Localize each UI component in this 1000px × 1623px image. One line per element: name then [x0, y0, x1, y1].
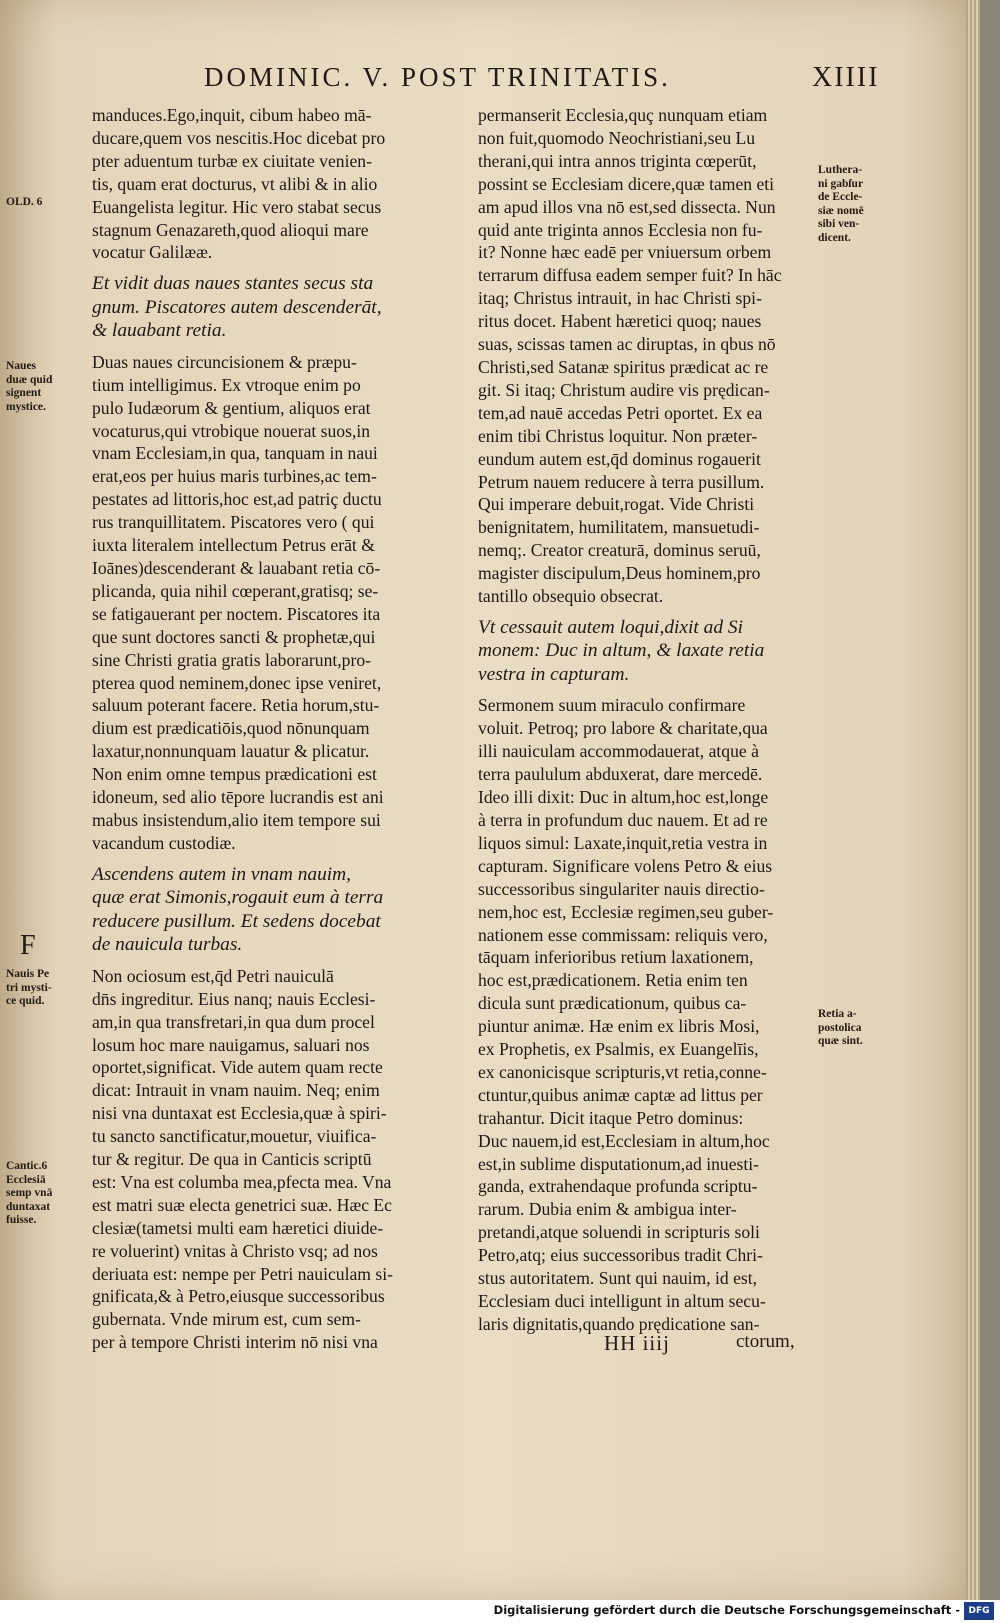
signature-mark: HH iiij — [604, 1331, 670, 1355]
dfg-logo: DFG — [964, 1602, 994, 1620]
margin-note: Naues duæ quid signent mystice. — [6, 360, 53, 413]
lemma: Et vidit duas naues stantes secus sta gnum. Piscatores autem descenderāt, & lauabant retia. — [92, 273, 382, 342]
right-column — [478, 104, 808, 1336]
margin-note: Retia a- postolica quæ sint. — [818, 1008, 863, 1047]
margin-note: Cantic.6 Ecclesiā semp vnā duntaxat fuisse. — [6, 1160, 53, 1226]
left-column — [92, 104, 442, 1354]
margin-note: Luthera- ni gabſur de Eccle- siæ nomē sibi ven- dicent. — [818, 164, 864, 244]
paragraph: Non ociosum est,q̄d Petri nauiculā dn̄s ingreditur. Eius nanq; nauis Ecclesi- am,in qua transfretari,in qua dum procel losum hoc mare nauigamus, saluari nos oportet,significat. Vide autem quam recte dicat: Intrauit in vnam nauim. Neq; enim nisi vna duntaxat est Ecclesia,quæ à spiri- tu sancto sanctificatur,mouetur, viuifica- tur & regitur. De qua in Canticis scriptū est: Vna est columba mea,pfecta mea. Vna est matri suæ electa genetrici suæ. Hæc Ec clesiæ(tametsi multi eam hæretici diuide- re voluerint) vnitas à Christo vsq; ad nos deriuata est: nempe per Petri nauiculam si- gnificata,& à Petro,eiusque successoribus gubernata. Vnde mirum est, cum sem- per à tempore Christi interim nō nisi vna — [92, 965, 393, 1353]
paragraph: Sermonem suum miraculo confirmare voluit. Petroq; pro labore & charitate,qua illi nauiculam accommodauerat, atque à terra paululum abduxerat, dare mercedē. Ideo illi dixit: Duc in altum,hoc est,longe à terra in profundum duc nauem. Et ad re liquos simul: Laxate,inquit,retia vestra in capturam. Significare volens Petro & eius successoribus singulariter nauis directio- nem,hoc est, Ecclesiæ regimen,seu guber- nationem esse commissam: reliquis vero, tāquam inferioribus retium laxationem, hoc est,prædicationem. Retia enim ten dicula sunt prædicationum, quibus ca- piuntur animæ. Hæ enim ex libris Mosi, ex Prophetis, ex Psalmis, ex Euangelīis, ex canonicisque scripturis,vt retia,conne- ctuntur,quibus animæ captæ ad littus per trahantur. Dicit itaque Petro dominus: Duc nauem,id est,Ecclesiam in altum,hoc est,in sublime disputationum,ad inuesti- ganda, extrahendaque profunda scriptu- rarum. Dubia enim & ambigua inter- pretandi,atque soluendi in scripturis soli Petro,atq; eius successoribus tradit Chri- stus autoritatem. Sunt qui nauim, id est, Ecclesiam duci intelligunt in altum secu- laris dignitatis,quando prędicatione san- — [478, 695, 774, 1334]
folio-number: XIIII — [812, 62, 880, 93]
margin-note: Nauis Pe tri mysti- ce quid. — [6, 968, 52, 1007]
footer-credit: Digitalisierung gefördert durch die Deutsche Forschungsgemeinschaft - — [493, 1603, 960, 1617]
paragraph: Duas naues circuncisionem & præpu- tium intelligimus. Ex vtroque enim po pulo Iudæorum & gentium, aliquos erat vocaturus,qui vtrobique nouerat suos,in vnam Ecclesiam,in qua, tanquam in naui erat,eos per huius maris turbines,ac tem- pestates ad littoris,hoc est,ad patriç ductu rus tranquillitatem. Piscatores vero ( qui iuxta literalem intellectum Petrus erāt & Ioānes)descenderant & lauabant retia cō- plicanda, quia nihil cœperant,gratisq; se- se fatigauerant per noctem. Piscatores ita que sunt doctores sancti & prophetæ,qui sine Christi gratia gratis laborarunt,pro- pterea quod neminem,donec ipse veniret, saluum poterant facere. Retia horum,stu- dium est prædicatiōis,quod nōnunquam laxatur,nonnunquam lauatur & plicatur. Non enim omne tempus prædicationi est idoneum, sed alio tēpore lucrandis est ani mabus insistendum,alio item tempore sui vacandum custodiæ. — [92, 351, 384, 853]
section-letter: F — [20, 930, 36, 961]
margin-note: OLD. 6 — [6, 196, 43, 208]
paragraph: permanserit Ecclesia,quç nunquam etiam non fuit,quomodo Neochristiani,seu Lu therani,qui intra annos triginta cœperūt, possint se Ecclesiam dicere,quæ tamen eti am apud illos vna nō est,sed dissecta. Nun quid ante triginta annos Ecclesia non fu- it? Nonne hæc eadē per vniuersum orbem terrarum diffusa eadem semper fuit? In hāc itaq; Christus intrauit, in hac Christi spi- ritus docet. Habent hæretici quoq; naues suas, scissas tamen ac diruptas, in qbus nō Christi,sed Satanæ spiritus prædicat ac re git. Si itaq; Christum audire vis prędican- tem,ad nauē accedas Petri oportet. Ex ea enim tibi Christus loquitur. Non præter- eundum autem est,q̄d dominus rogauerit Petrum nauem reducere à terra pusillum. Qui imperare debuit,rogat. Vide Christi benignitatem, humilitatem, mansuetudi- nemq;. Creator creaturā, dominus seruū, magister discipulum,Deus hominem,pro tantillo obsequio obsecrat. — [478, 105, 782, 607]
page-edge — [966, 0, 980, 1600]
lemma: Ascendens autem in vnam nauim, quæ erat Simonis,rogauit eum à terra reducere pusillum. Et sedens docebat de nauicula turbas. — [92, 863, 384, 956]
catchword: ctorum, — [736, 1331, 795, 1352]
lemma: Vt cessauit autem loqui,dixit ad Si monem: Duc in altum, & laxate retia vestra in capturam. — [478, 616, 765, 685]
running-title: DOMINIC. V. POST TRINITATIS. — [204, 62, 671, 92]
digitization-footer — [0, 1600, 1000, 1623]
paragraph: manduces.Ego,inquit, cibum habeo mā- ducare,quem vos nescitis.Hoc dicebat pro pter aduentum turbæ ex ciuitate venien- tis, quam erat docturus, vt alibi & in alio Euangelista legitur. Hic vero stabat secus stagnum Genazareth,quod alioqui mare vocatur Galilææ. — [92, 105, 386, 263]
